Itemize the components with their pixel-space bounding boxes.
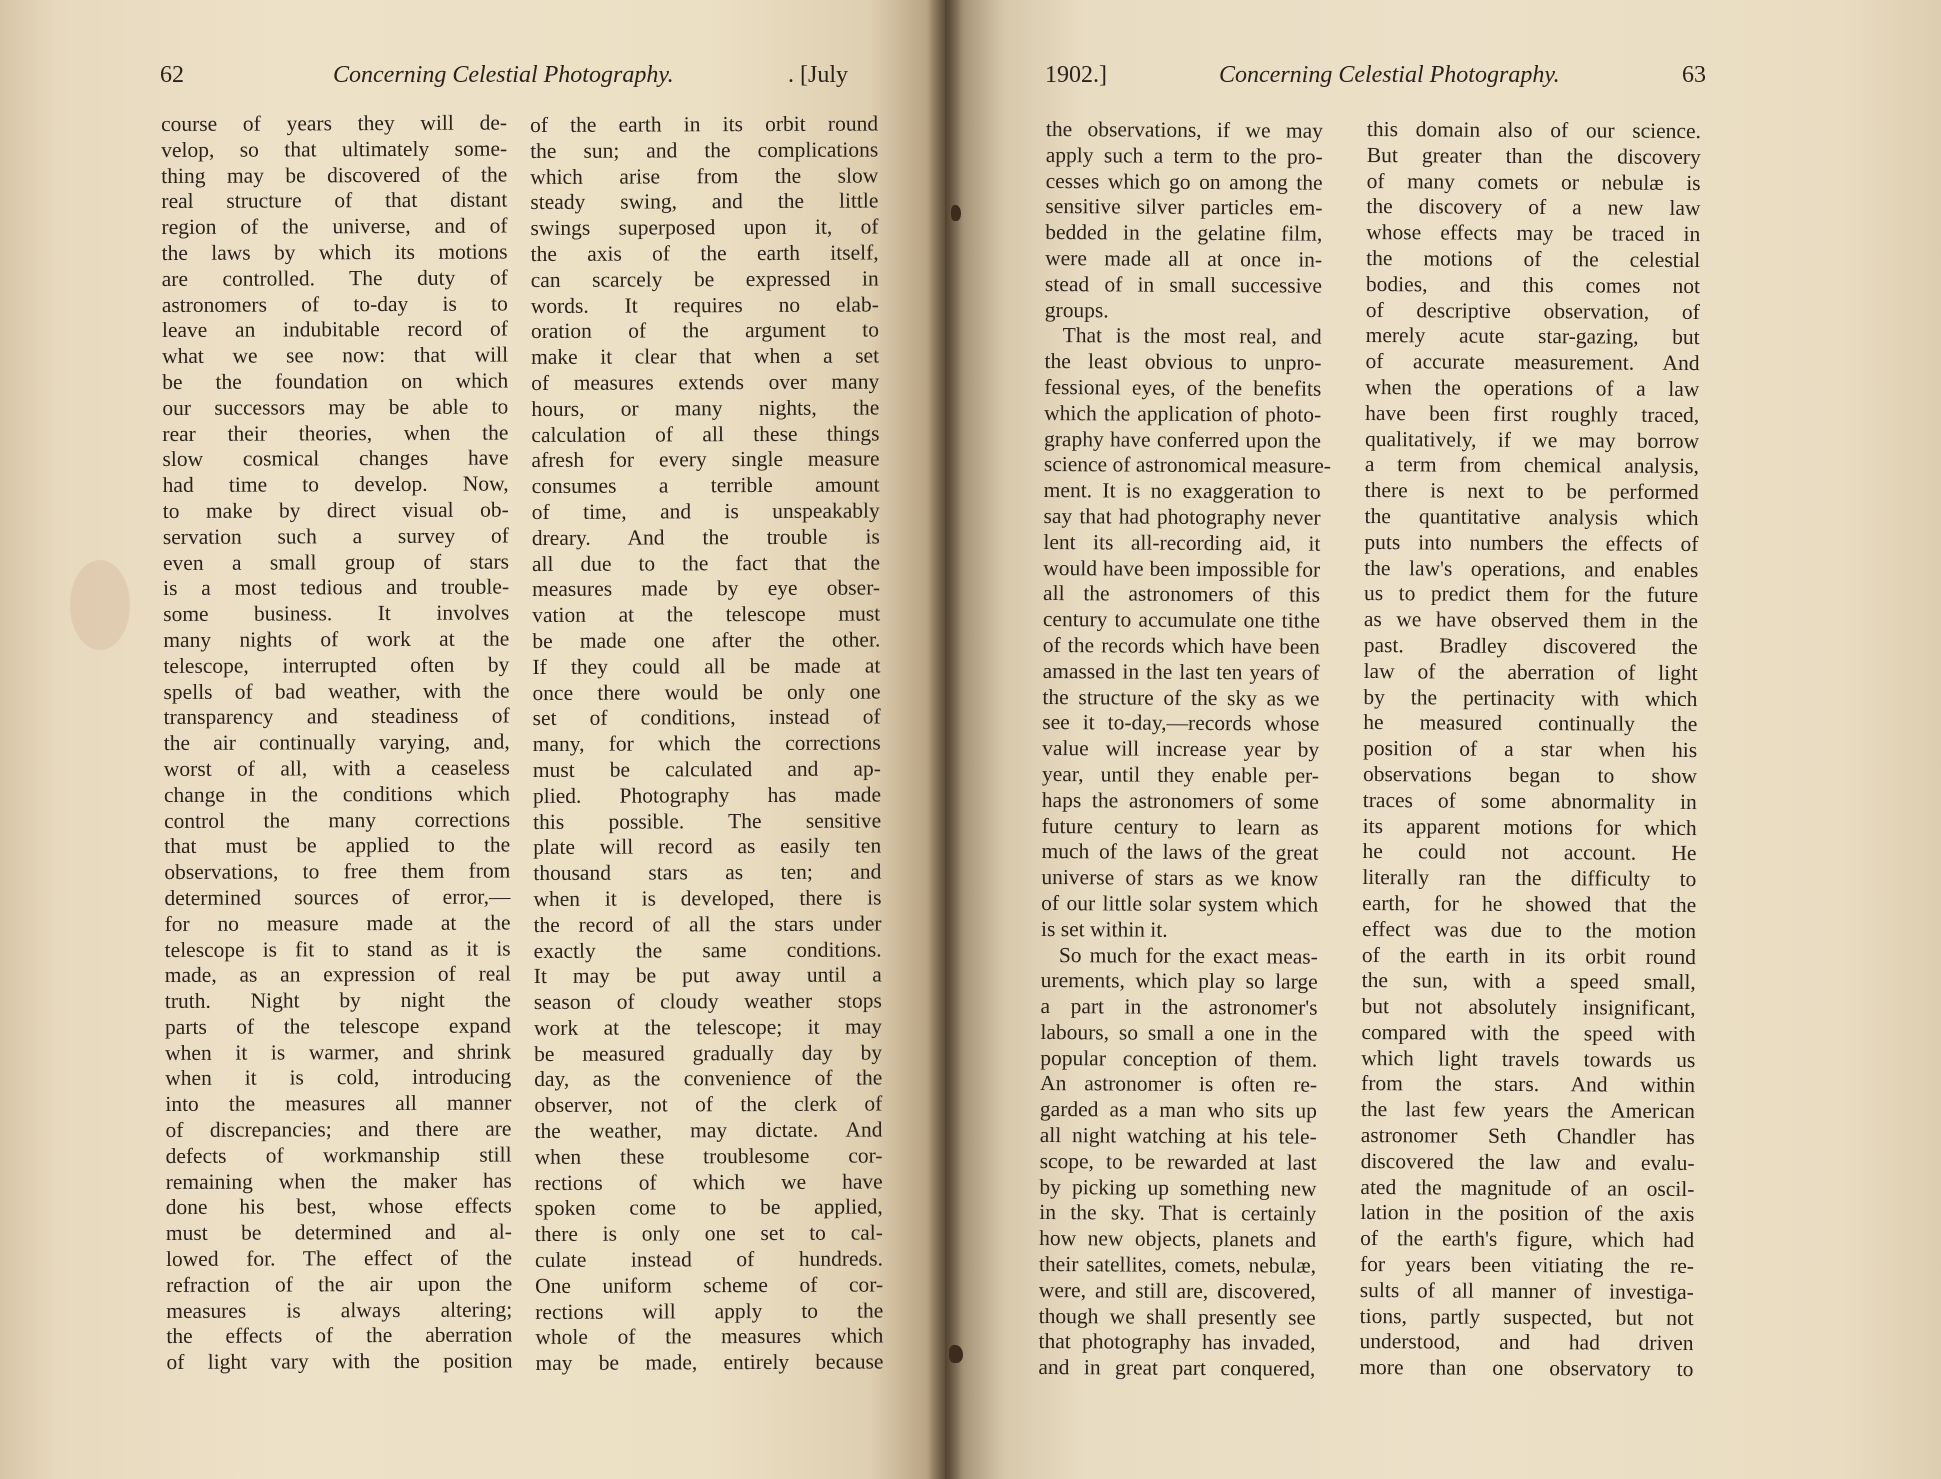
text-line: whole of the measures which [535,1323,884,1350]
text-line: their satellites, comets, nebulæ, [1038,1252,1317,1278]
text-line: sensitive silver particles em- [1045,194,1323,221]
text-line: he measured continually the [1363,710,1698,737]
text-line: the record of all the stars under [533,911,882,937]
text-line: all the astronomers of this [1043,581,1321,608]
text-line: of accurate measurement. And [1365,349,1700,376]
text-line: the effects of the aberration [166,1322,513,1349]
text-line: lation in the position of the axis [1360,1200,1695,1227]
text-line: were made all at once in- [1045,245,1323,272]
text-line: But greater than the discovery [1366,142,1701,169]
text-line: in the sky. That is certainly [1039,1200,1317,1227]
text-line: calculation of all these things [531,421,880,447]
running-date: . [July [788,62,848,88]
text-line: many, for which the corrections [532,730,881,757]
text-line: oration of the argument to [530,317,880,344]
text-line: of light vary with the position [166,1348,513,1375]
text-line: spoken come to be applied, [534,1194,883,1221]
text-line: there is next to be performed [1364,478,1699,505]
text-line: of many comets or nebulæ is [1366,168,1701,195]
text-line: plate will record as easily ten [533,833,882,860]
text-line: work at the telescope; it may [533,1014,883,1040]
text-line: refraction of the air upon the [166,1271,513,1297]
text-line: as we have observed them in the [1363,607,1698,634]
text-line: stead of in small successive [1044,271,1323,298]
text-line: must be calculated and ap- [532,756,881,782]
text-line: when it is cold, introducing [165,1064,512,1091]
text-line: effect was due to the motion [1361,916,1697,943]
text-line: which light travels towards us [1361,1045,1696,1072]
page-number: 62 [160,62,184,88]
text-line: the motions of the celestial [1366,245,1701,273]
text-line: from the stars. And within [1361,1071,1696,1098]
text-line: season of cloudy weather stops [533,988,882,1015]
text-line: is set within it. [1040,916,1168,942]
text-line: traces of some abnormality in [1362,787,1697,814]
text-line: science of astronomical measure- [1043,452,1332,479]
text-line: So much for the exact meas- [1058,942,1318,969]
text-line: had time to develop. Now, [162,471,509,498]
text-line: discovered the law and evalu- [1360,1148,1695,1175]
text-line: of the earth's figure, which had [1360,1226,1695,1253]
text-line: worst of all, with a ceaseless [163,755,510,781]
right-column-1 [1038,117,1332,1383]
text-line: when the operations of a law [1365,374,1700,402]
text-line: haps the astronomers of some [1041,787,1319,814]
text-line: would have been impossible for [1043,555,1321,582]
text-line: the sun; and the complications [530,137,879,163]
page-number: 63 [1682,62,1706,88]
text-line: which arise from the slow [530,163,879,189]
text-line: of our little solar system which [1041,890,1319,917]
text-line: once there would be only one [532,679,881,705]
text-line: for years been vitiating the re- [1359,1252,1695,1279]
text-line: which the application of photo- [1044,400,1322,427]
text-line: is a most tedious and trouble- [163,574,510,601]
text-line: say that had photography never [1043,503,1321,530]
text-line: the discovery of a new law [1366,194,1701,221]
book-gutter [928,0,962,1479]
text-line: value will increase year by [1042,736,1320,762]
text-line: by picking up something new [1039,1174,1317,1201]
text-line: scope, to be rewarded at last [1039,1148,1317,1175]
text-line: sults of all manner of investiga- [1359,1277,1694,1304]
text-line: he could not account. He [1362,839,1697,866]
text-line: rear their theories, when the [162,420,509,446]
text-line: If they could all be made at [532,653,881,679]
text-line: measures is always altering; [166,1297,513,1323]
text-line: bedded in the gelatine film, [1045,220,1323,246]
text-line: our successors may be able to [162,394,509,420]
text-line: rections of which we have [534,1169,883,1195]
text-line: more than one observatory to [1359,1355,1694,1382]
text-line: set of conditions, instead of [532,704,881,731]
text-line: us to predict them for the future [1364,581,1699,608]
text-line: servation such a survey of [162,523,509,549]
text-line: region of the universe, and of [161,213,508,240]
text-line: see it to-day,—records whose [1042,710,1320,737]
text-line: groups. [1044,297,1109,322]
text-line: when it is warmer, and shrink [165,1039,512,1065]
text-line: popular conception of them. [1040,1045,1318,1072]
text-line: ment. It is no exaggeration to [1043,478,1321,504]
running-title: Concerning Celestial Photography. [1219,62,1560,88]
text-line: cesses which go on among the [1045,168,1323,195]
text-line: the air continually varying, and, [163,729,510,756]
text-line: by the pertinacity with which [1363,684,1698,711]
text-line: defects of workmanship still [165,1142,512,1168]
text-line: and in great part conquered, [1038,1355,1316,1381]
text-line: swings superposed upon it, of [530,214,879,241]
text-line: the last few years the American [1360,1097,1696,1124]
text-line: the sun, with a speed small, [1361,968,1696,995]
text-line: tions, partly suspected, but not [1359,1303,1694,1330]
text-line: fessional eyes, of the benefits [1044,374,1322,401]
text-line: century to accumulate one tithe [1042,607,1321,633]
text-line: remaining when the maker has [165,1168,512,1194]
text-line: leave an indubitable record of [161,316,509,343]
left-page [0,0,945,1479]
text-line: the axis of the earth itself, [530,240,879,266]
text-line: the structure of the sky as we [1042,684,1320,711]
text-line: culate instead of hundreds. [534,1246,884,1273]
text-line: merely acute star-gazing, but [1365,323,1700,350]
text-line: garded as a man who sits up [1039,1097,1318,1123]
text-line: observer, not of the clerk of [534,1091,883,1118]
right-page [945,0,1941,1479]
text-line: slow cosmical changes have [162,445,509,472]
text-line: understood, and had driven [1359,1329,1694,1356]
text-line: transparency and steadiness of [163,703,510,730]
text-line: that must be applied to the [164,832,511,859]
text-line: steady swing, and the little [530,188,879,215]
text-line: compared with the speed with [1361,1019,1696,1046]
text-line: to make by direct visual ob- [162,497,509,523]
text-line: how new objects, planets and [1039,1226,1317,1252]
text-line: vation at the telescope must [532,601,881,628]
text-line: may be made, entirely because [535,1349,884,1376]
text-line: lent its all-recording aid, it [1043,529,1321,556]
running-date: 1902.] [1045,62,1107,88]
text-line: qualitatively, if we may borrow [1364,426,1700,453]
text-line: dreary. And the trouble is [531,524,880,550]
text-line: apply such a term to the pro- [1045,142,1323,169]
left-column-1 [161,110,513,1376]
text-line: when it is developed, there is [533,885,882,911]
text-line: An astronomer is often re- [1040,1071,1318,1098]
text-line: are controlled. The duty of [161,265,508,291]
text-line: there is only one set to cal- [534,1220,883,1247]
text-line: year, until they enable per- [1041,761,1320,788]
left-column-2 [530,111,884,1377]
text-line: afresh for every single measure [531,446,880,473]
text-line: law of the aberration of light [1363,658,1698,685]
text-line: puts into numbers the effects of [1364,529,1699,556]
text-line: One uniform scheme of cor- [535,1272,884,1298]
text-line: day, as the convenience of the [534,1065,883,1092]
running-title: Concerning Celestial Photography. [333,62,674,88]
text-line: plied. Photography has made [532,782,882,808]
text-line: be the foundation on which [162,368,509,394]
text-line: all due to the fact that the [531,550,881,576]
text-line: literally ran the difficulty to [1362,865,1697,892]
text-line: truth. Night by night the [164,987,511,1014]
text-line: of the earth in its orbit round [530,111,879,137]
text-line: much of the laws of the great [1041,839,1319,865]
text-line: It may be put away until a [533,962,882,989]
text-line: this possible. The sensitive [533,807,882,834]
text-line: make it clear that when a set [531,343,880,370]
text-line: whose effects may be traced in [1366,220,1701,247]
text-line: the quantitative analysis which [1364,503,1699,530]
text-line: be measured gradually day by [534,1040,883,1066]
text-line: telescope is fit to stand as it is [164,935,511,962]
text-line: graphy have conferred upon the [1043,426,1322,453]
text-line: real structure of that distant [161,187,508,214]
text-line: course of years they will de- [161,110,508,136]
text-line: a term from chemical analysis, [1364,452,1699,479]
text-line: made, as an expression of real [164,961,511,988]
right-column-2 [1359,117,1701,1383]
text-line: of the records which have been [1042,632,1320,659]
text-line: into the measures all manner [165,1090,512,1117]
text-line: urements, which play so large [1040,968,1318,994]
text-line: all night watching at his tele- [1039,1123,1317,1149]
text-line: amassed in the last ten years of [1042,658,1320,685]
text-line: that photography has invaded, [1038,1329,1316,1356]
text-line: rections will apply to the [535,1298,884,1324]
left-running-head [160,62,880,98]
text-line: of the earth in its orbit round [1361,942,1696,969]
text-line: velop, so that ultimately some- [161,136,508,162]
text-line: a part in the astronomer's [1040,994,1318,1020]
text-line: observations, to free them from [164,858,511,885]
text-line: observations began to show [1362,761,1698,788]
text-line: must be determined and al- [165,1219,512,1246]
text-line: astronomer Seth Chandler has [1360,1123,1695,1150]
text-line: control the many corrections [164,806,511,833]
text-line: for no measure made at the [164,910,511,936]
text-line: the weather, may dictate. And [534,1117,883,1144]
text-line: of discrepancies; and there are [165,1116,512,1143]
text-line: its apparent motions for which [1362,813,1697,840]
text-line: thing may be discovered of the [161,162,508,188]
text-line: telescope, interrupted often by [163,652,510,678]
text-line: even a small group of stars [162,549,510,575]
text-line: hours, or many nights, the [531,395,880,421]
text-line: many nights of work at the [163,626,510,652]
text-line: earth, for he showed that the [1362,890,1697,917]
text-line: thousand stars as ten; and [533,859,882,886]
text-line: future century to learn as [1041,813,1319,840]
text-line: the laws by which its motions [161,239,508,265]
text-line: the law's operations, and enables [1364,555,1699,582]
text-line: done his best, whose effects [165,1193,512,1220]
text-line: of measures extends over many [531,369,880,395]
text-line: change in the conditions which [163,781,511,807]
text-line: That is the most real, and [1062,323,1322,350]
text-line: be made one after the other. [532,627,881,653]
text-line: this domain also of our science. [1366,117,1701,144]
text-line: of time, and is unspeakably [531,498,880,524]
text-line: consumes a terrible amount [531,472,880,499]
text-line: measures made by eye obser- [532,575,881,602]
text-line: the least obvious to unpro- [1044,349,1322,375]
text-line: what we see now: that will [162,342,509,369]
text-line: exactly the same conditions. [533,936,882,963]
text-line: of descriptive observation, of [1365,297,1700,324]
text-line: astronomers of to-day is to [161,291,508,317]
text-line: ated the magnitude of an oscil- [1360,1174,1695,1201]
text-line: past. Bradley discovered the [1363,632,1698,659]
text-line: have been first roughly traced, [1365,400,1700,427]
text-line: position of a star when his [1363,736,1698,763]
text-line: the observations, if we may [1045,117,1323,143]
text-line: words. It requires no elab- [530,292,879,318]
text-line: universe of stars as we know [1041,865,1319,891]
text-line: can scarcely be expressed in [530,266,879,292]
text-line: though we shall presently see [1038,1303,1316,1330]
text-line: bodies, and this comes not [1365,271,1701,298]
text-line: lowed for. The effect of the [165,1245,513,1272]
text-line: parts of the telescope expand [164,1013,512,1039]
text-line: spells of bad weather, with the [163,678,510,704]
text-line: when these troublesome cor- [534,1143,883,1169]
text-line: some business. It involves [163,600,510,627]
text-line: labours, so small a one in the [1040,1019,1318,1046]
right-running-head [1045,62,1825,98]
text-line: determined sources of error,— [164,884,511,910]
paper-stain [70,560,130,650]
text-line: were, and still are, discovered, [1038,1277,1316,1304]
text-line: but not absolutely insignificant, [1361,994,1696,1021]
